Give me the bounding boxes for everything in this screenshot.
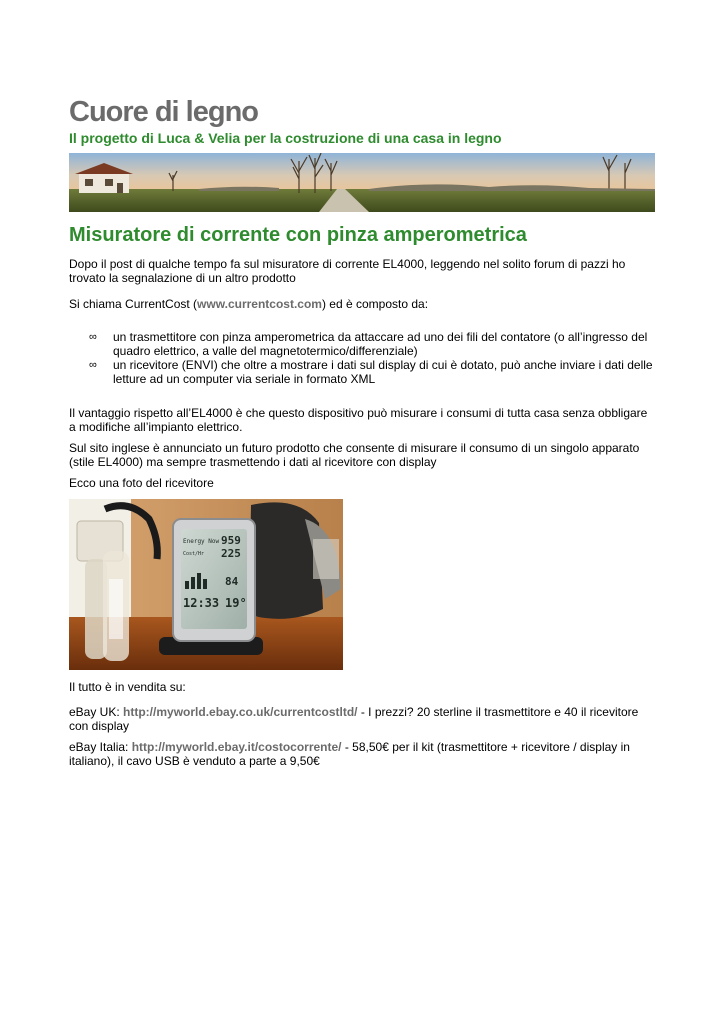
ebay-uk-link[interactable]: http://myworld.ebay.co.uk/currentcostltd/ [123,705,358,719]
list-item [69,358,657,386]
infinity-bullet-icon: ∞ [89,331,97,343]
display-label-cost: Cost/Hr [183,551,205,557]
display-temperature: 19° [225,596,247,610]
advantage-paragraph: Il vantaggio rispetto all’EL4000 è che questo dispositivo può misurare i consumi di tutta casa senza obbligare a modifiche all’impianto elettrico. [69,406,648,434]
list-item-text: un trasmettitore con pinza amperometrica da attaccare ad uno dei fili del contatore (o all’ingresso del quadro elettrico, a valle del magnetotermico/differenziale) [113,330,648,358]
component-list [69,330,657,386]
display-value-energy-2: 225 [221,547,241,560]
ebay-uk-paragraph [69,705,657,733]
display-value-energy: 959 [221,534,241,547]
site-subtitle: Il progetto di Luca & Velia per la costruzione di una casa in legno [69,130,502,146]
display-time: 12:33 [183,596,220,610]
ebay-it-prefix: eBay Italia: [69,740,132,754]
ebay-it-suffix: - 58,50€ per il kit (trasmettitore + ricevitore / display in italiano), il cavo USB è venduto a parte a 9,50€ [69,740,630,768]
product-name-prefix: Si chiama CurrentCost ( [69,297,198,311]
infinity-bullet-icon: ∞ [89,359,97,371]
list-item [69,330,657,358]
ebay-it-link[interactable]: http://myworld.ebay.it/costocorrente/ [131,740,342,754]
product-name-suffix: ) ed è composto da: [321,297,429,311]
ebay-uk-suffix: - I prezzi? 20 sterline il trasmettitore e 40 il ricevitore con display [69,705,639,733]
receiver-photo [69,499,343,670]
post-title[interactable]: Misuratore di corrente con pinza amperometrica [69,224,527,246]
currentcost-link[interactable]: www.currentcost.com [197,297,322,311]
site-title[interactable]: Cuore di legno [69,96,258,128]
product-name-paragraph [69,297,657,311]
ebay-uk-prefix: eBay UK: [69,705,124,719]
future-product-paragraph: Sul sito inglese è annunciato un futuro prodotto che consente di misurare il consumo di un singolo apparato (stile EL4000) ma sempre trasmettendo i dati al ricevitore con display [69,441,640,469]
header-banner-image [69,153,655,212]
ebay-it-paragraph [69,740,657,768]
list-item-text: un ricevitore (ENVI) che oltre a mostrare i dati sul display di cui è dotato, può anche inviare i dati delle letture ad un computer via seriale in formato XML [113,358,653,386]
display-label-energy: Energy Now [183,538,220,545]
photo-caption: Ecco una foto del ricevitore [69,476,214,490]
display-value-cost: 84 [225,575,239,588]
page-content [69,96,657,768]
post-intro: Dopo il post di qualche tempo fa sul misuratore di corrente EL4000, leggendo nel solito forum di pazzi ho trovato la segnalazione di un altro prodotto [69,257,626,285]
sale-intro: Il tutto è in vendita su: [69,680,186,694]
